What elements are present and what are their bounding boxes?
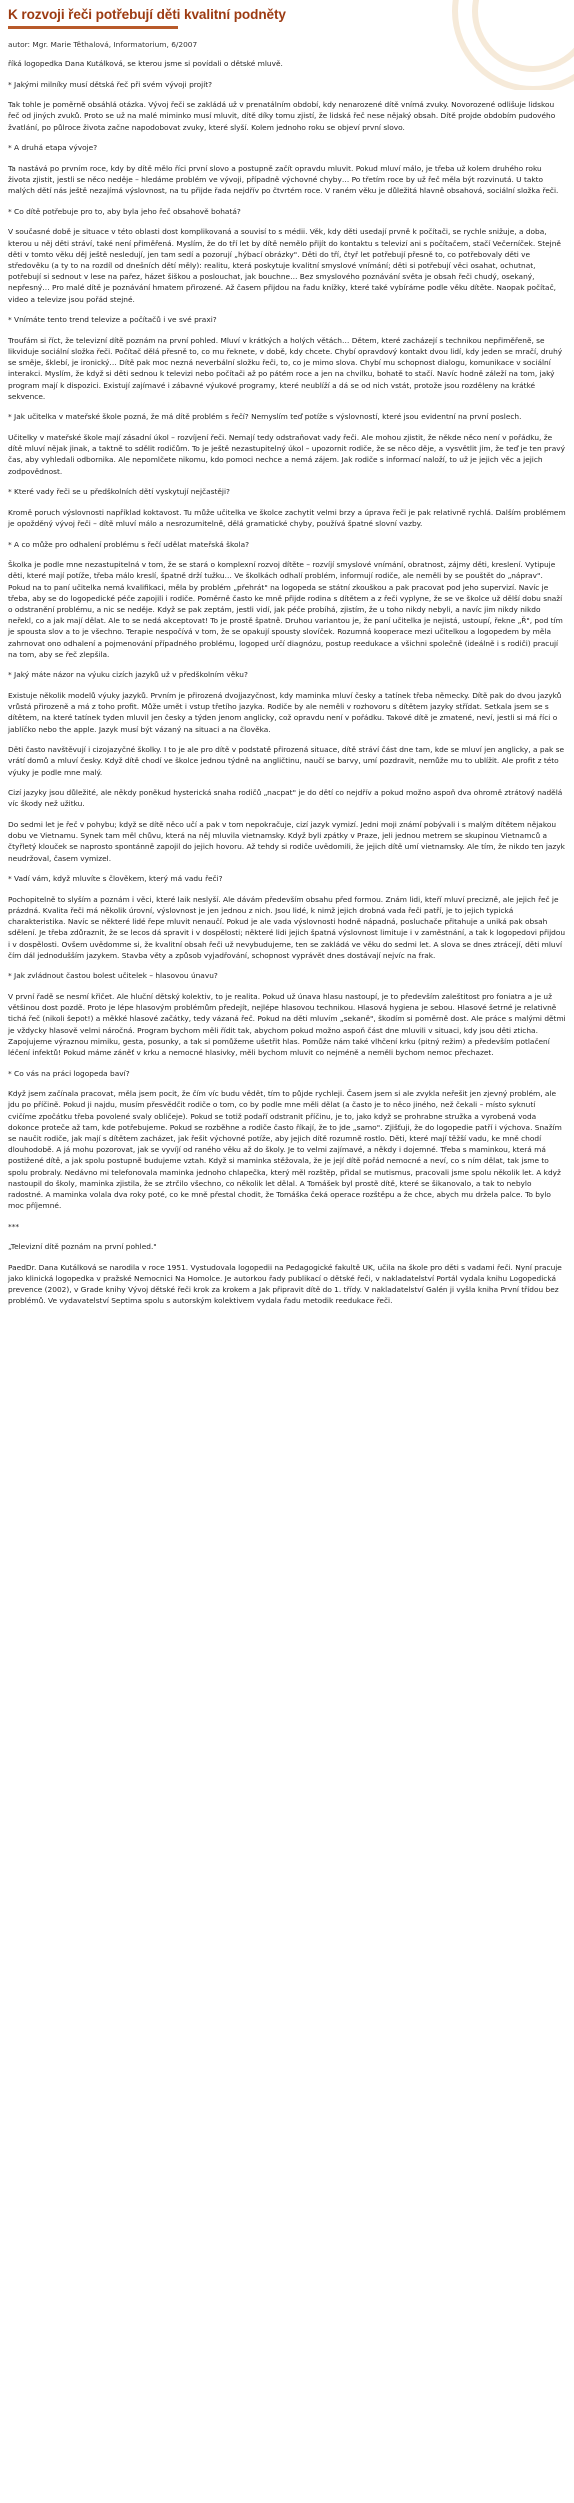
interview-question: * A druhá etapa vývoje?	[8, 143, 98, 153]
interview-question: * Vadí vám, když mluvíte s člověkem, který má vadu řeči?	[8, 874, 223, 884]
title-underline	[8, 26, 178, 29]
article-paragraph: Tak tohle je poměrně obsáhlá otázka. Vývoj řeči se zakládá už v prenatálním období, kdy nenarozené dítě vnímá zvuky. Novorozené odlišuje lidskou řeč od jiných zvuků. Proto se už na malé miminko musí mluvit, dítě díky tomu zjistí, že lidská řeč nese nějaký obsah. Dítě projde obdobím pudového žvatlání, po půlroce života začne napodobovat zvuky, které slyší. Kolem jednoho roku se objeví první slovo.	[8, 100, 556, 132]
article-author: autor: Mgr. Marie Těthalová, Informatorium, 6/2007	[8, 40, 198, 49]
interview-question: * A co může pro odhalení problému s řečí udělat mateřská škola?	[8, 539, 250, 549]
article-paragraph: Pochopitelně to slyším a poznám i věci, které laik neslyší. Ale dávám především obsahu před formou. Znám lidi, kteří mluví precizně, ale jejich řeč je prázdná. Kvalita řeči má několik úrovní, výslovnost je jen jednou z nich. Jsou lidé, k nimž jejich drobná vada řeči patří, je to jejich typická charakteristika. Navíc se některé lidé řepe mluvit nenaučí. Pokud je ale vada výslovnosti hodně nápadná, posluchače přitahuje a uniká pak obsah sdělení. Je třeba zdůraznit, že se lecos dá spravit i v dospělosti; některé lidi jejich špatná výslovnost limituje i v zaměstnání, a tak k logopedovi přijdou i v dospělosti. Ovšem uvědomme si, že kvalitní obsah řeči už nevybudujeme, ten se zakládá ve věku do sedmi let. A slova se dnes ztrácejí, děti mluví čím dál jednodušším jazykem. Stavba věty a způsob vyjadřování, schopnost vyprávět dnes dostávají nejvíc na frak.	[8, 894, 566, 960]
article-paragraph: Učitelky v mateřské škole mají zásadní úkol – rozvíjení řeči. Nemají tedy odstraňovat vady řeči. Ale mohou zjistit, že někde něco není v pořádku, že dítě mluví nějak jinak, a taktně to sdělit rodičům. To je ještě nezastupitelný úkol – upozornit rodiče, že se něco děje, a vysvětlit jim, že teď je ten pravý čas, aby vyhledali odbornika. Ale nepomlčete nikomu, kdo pomoci nechce a nemá zájem. Jak rodiče s informací naloží, to už je jejich věc a jejich zodpovědnost.	[8, 432, 565, 476]
interview-question: * Co dítě potřebuje pro to, aby byla jeho řeč obsahově bohatá?	[8, 206, 241, 216]
interview-question: * Co vás na práci logopeda baví?	[8, 1068, 130, 1078]
article-paragraph: Troufám si říct, že televizní dítě poznám na první pohled. Mluví v krátkých a holých větách… Dětem, které zacházejí s technikou nepřiměřeně, se likviduje sociální složka řeči. Počítač dělá přesně to, co mu řeknete, v době, kdy chcete. Chybí opravdový kontakt dvou lidí, kdy jeden se mračí, druhý se směje, šklebí, je ironický… Dítě pak moc nezná neverbální složku řeči, to, co je mimo slova. Chybí mu schopnost dialogu, komunikace v sociální interakci. Myslím, že když si děti sednou k televizi nebo počítači až po pátém roce a jen na chvilku, bohatě to stačí. Navíc hodně záleží na tom, jaký program mají k dispozici. Existují zajímavé i zábavné výukové programy, které neublíží a dá se od nich vstát, protože jsou rozděleny na krátké sekvence.	[8, 335, 563, 401]
article-paragraph: Když jsem začínala pracovat, měla jsem pocit, že čím víc budu vědět, tím to půjde rychleji. Časem jsem si ale zvykla neřešit jen zjevný problém, ale jdu po příčině. Pokud ji najdu, musím přesvědčit rodiče o tom, co by podle mne měli dělat (a často je to něco jiného, než čekali – místo syknutí cvičíme zpočátku třeba povolené svaly obličeje). Pokud se totiž podaří odstranit příčinu, je to, jako když se prohrabne stružka a vyrobená voda dokonce proteče až tam, kde potřebujeme. Pokud se rozběhne a rodiče často říkají, že to jde „samo". Zjišťuji, že do logopedie patří i výchova. Snažím se naučit rodiče, jak mají s dítětem zacházet, jak řešit výchovné potíže, aby jejich dítě rozumně rostlo. Děti, které mají těžší vadu, ke mně chodí dlouhodobě. A já mohu pozorovat, jak se vyvíjí od raného věku až do školy. Je to velmi zajímavé, a někdy i dojemné. Třeba s maminkou, která má postižené dítě, a jak spolu postupně budujeme vztah. Když si maminka stěžovala, že je její dítě pořád nemocné a neví, co s ním dělat, tak jsme to spolu probraly. Nedávno mi telefonovala maminka jednoho chlapečka, který měl rozštěp, přidal se mutismus, pracovali jsme spolu několik let. A když nastoupil do školy, maminka zjistila, že se ztrčilo všechno, co několik let dělal. A Tomášek byl prostě dítě, které se šikanovalo, a tak to nebylo radostné. A maminka volala dva roky poté, co ke mně přestal chodit, že Tomáška čeká operace rozštěpu a že chce, abych mu držela palce. To bylo moc příjemné.	[8, 1089, 562, 1211]
article-paragraph: říká logopedka Dana Kutálková, se kterou jsme si povídali o dětské mluvě.	[8, 59, 283, 68]
interview-question: * Vnímáte tento trend televize a počítačů i ve své praxi?	[8, 315, 217, 325]
section-separator: ***	[8, 1221, 20, 1231]
article-title: K rozvoji řeči potřebují děti kvalitní podněty	[8, 7, 286, 22]
article-paragraph: Do sedmi let je řeč v pohybu; když se dítě něco učí a pak v tom nepokračuje, cizí jazyk vymizí. Jedni moji známí pobývali i s malým dítětem nějakou dobu ve Vietnamu. Synek tam měl chůvu, která na něj mluvila vietnamsky. Když byli zpátky v Praze, jeli jednou metrem se skupinou Vietnamců a čtyřletý klouček se naprosto spontánně zapojil do jejich hovoru. Až tehdy si rodiče uvědomili, že jejich dítě umí vietnamsky. Ale tím, že nikdo ten jazyk neudržoval, časem vymizel.	[8, 819, 565, 863]
article-paragraph: Děti často navštěvují i cizojazyčné školky. I to je ale pro dítě v podstatě přirozená situace, dítě stráví část dne tam, kde se mluví jen anglicky, a pak se vrátí domů a mluví česky. Když dítě chodí ve školce jednou týdně na angličtinu, naučí se barvy, umí pozdravit, nemůže mu to ublížit. Ale profit z této výuky je podle mne malý.	[8, 745, 565, 777]
interview-question: * Jaký máte názor na výuku cizích jazyků už v předškolním věku?	[8, 670, 248, 680]
article-paragraph: V první řadě se nesmí křičet. Ale hluční dětský kolektiv, to je realita. Pokud už únava hlasu nastoupí, je to především zaleštitost pro foniatra a je už většinou dost pozdě. Proto je lépe hlasovým problémům předejít, nejlépe hlasovou technikou. Hlasová hygiena je sebou. Hlasové šetrné je relativně tichá řeč (nikoli šepot!) a měkké hlasové začátky, tedy vázaná řeč. Pokud na děti mluvím „sekaně", škodím si poměrně dost. Ale práce s malými dětmi je vždycky hlasově velmi náročná. Program bychom měli řídit tak, abychom pokud možno aspoň část dne mluvili v situaci, kdy jsou děti zticha. Zapojujeme výraznou mimiku, gesta, posunky, a tak si pomůžeme ušetřit hlas. Pomůže nám také vlhčení krku (pitný režim) a především potlačení léčení infektů! Pokud máme záněť v krku a nemocné hlasivky, měli bychom mluvit co nejméně a neměli bychom nemoc přechazet.	[8, 991, 566, 1057]
interview-question: * Které vady řeči se u předškolních dětí vyskytují nejčastěji?	[8, 487, 230, 497]
article-paragraph: Cizí jazyky jsou důležité, ale někdy poněkud hysterická snaha rodičů „nacpat" je do dětí co nejdřív a pokud možno aspoň dva ohromě ztrátový nadělá víc škody než užitku.	[8, 788, 563, 809]
interview-question: * Jakými milníky musí dětská řeč při svém vývoji projít?	[8, 79, 213, 89]
article	[8, 0, 566, 1316]
interview-question: * Jak zvládnout častou bolest učitelek – hlasovou únavu?	[8, 971, 218, 981]
article-paragraph: V současné době je situace v této oblasti dost komplikovaná a souvisí to s médii. Věk, kdy děti usedají prvně k počítači, se rychle snižuje, a doba, kterou u něj děti stráví, také není přiměřená. Myslím, že do tří let by dítě nemělo přijít do kontaktu s televizí ani s počítačem, stačí Večerníček. Stejně děti v tomto věku děj ještě nesledují, jen tam sedí a pozorují „hýbací obrázky". Děti do tří, čtyř let potřebují přesně to, co potřebovaly děti ve středověku (a ty to na rozdíl od dnešních dětí měly): realitu, která poskytuje kvalitní smyslové vnímání; děti si potřebují věci osahat, ochutnat, potřebují si sednout v lese na pařez, házet šiškou a poslouchat, jak bouchne… Bez smyslového poznávání světa je obsah řeči chudý, osekaný, nepřesný… Pro malé dítě je poznávání hmatem přirozené. Až časem přijdou na řadu knížky, které také vybíráme podle věku dítěte. Naopak počítač, video a televize jsou pořád stejné.	[8, 227, 561, 304]
interview-question: * Jak učitelka v mateřské škole pozná, že má dítě problém s řečí? Nemyslím teď potíže s výslovností, které jsou evidentní na první poslech.	[8, 412, 522, 422]
article-paragraph: Existuje několik modelů výuky jazyků. Prvním je přirozená dvojjazyčnost, kdy maminka mluví česky a tatínek třeba německy. Dítě pak do dvou jazyků vrůstá přirozeně a má z toho profit. Může umět i vstup třetího jazyka. Rodiče by ale neměli v rozhovoru s dítětem jazyky střídat. Setkala jsem se s dítětem, na které tatínek tyden mluvil jen česky a týden jenom anglicky, což opravdu není v pořádku. Takové dítě je zmatené, neví, jestli si má říci o jablíčko nebo the apple. Jazyk musí být vázaný na situaci a na člověka.	[8, 690, 562, 734]
article-paragraph: Ta nastává po prvním roce, kdy by dítě mělo říci první slovo a postupně začít opravdu mluvit. Pokud mluví málo, je třeba už kolem druhého roku života zjistit, jestli se něco neděje – hledáme problém ve vývoji, případně výchovné chyby… Po třetím roce by už řeč měla být rozvinutá. U takto malých dětí nás ještě nezajímá výslovnost, na tu přijde řada nejdřív po čtvrtém roce. V raném věku je důležitá hlavně obsahová, sociální složka řeči.	[8, 163, 559, 196]
article-paragraph: PaedDr. Dana Kutálková se narodila v roce 1951. Vystudovala logopedii na Pedagogické fakultě UK, učila na škole pro děti s vadami řeči. Nyní pracuje jako klinická logopedka v pražské Nemocnici Na Homolce. Je autorkou řady publikací o dětské řeči, v nakladatelství Portál vydala knihu Logopedická prevence (2002), v Grade knihy Vývoj dětské řeči krok za krokem a Jak připravit dítě do 1. třídy. V nakladatelství Galén ji vyšla kniha První třídou bez problémů. Ve vydavatelství Septima spolu s autorským kolektivem vydala řadu metodik reedukace řeči.	[8, 1262, 562, 1306]
article-paragraph: Kromě poruch výslovnosti například koktavost. Tu může učitelka ve školce zachytit velmi brzy a úprava řeči je pak relativně rychlá. Dalším problémem je opožděný vývoj řeči – dítě mluví málo a nesrozumitelně, dělá gramatické chyby, používá špatné slovní vazby.	[8, 507, 566, 528]
article-body	[8, 58, 566, 1307]
article-paragraph: „Televizní dítě poznám na první pohled."	[8, 1242, 157, 1252]
article-paragraph: Školka je podle mne nezastupitelná v tom, že se stará o komplexní rozvoj dítěte – rozvíjí smyslové vnímání, obratnost, zájmy děti, kreslení. Vytipuje děti, které mají potíže, třeba málo kreslí, špatně drží tužku… Ve školkách odhalí problém, informují rodiče, ale neměli by se pouštět do „náprav". Pokud na to paní učitelka nemá kvalifikaci, měla by problém „přehrát" na logopeda se státní zkouškou a pak pracovat pod jeho supervizí. Navíc je třeba, aby se do logopedické péče zapojili i rodiče. Poměrně často ke mně přijde rodina s dítětem a z řeči vyplyne, že se ve školce už dělší dobu snaží o odstranění problému, a nic se neděje. Když se pak zeptám, jestli vidí, jak péče probíhá, zjistím, že u toho nikdy nebyli, a navíc jim nikdy nikdo neřekl, co a jak mají dělat. Ale to se nedá akceptovat! To je prostě špatně. Druhou variantou je, že paní učitelka je nejistá, ustoupí, řekne „Ř", pod tím je spousta slov a to je všechno. Terapie nespočívá v tom, že se opakují spousty slovíček. Rozumná kooperace mezi učitelkou a logopedem by měla zahrnovat ono odhalení a pojmenování případného problému, logoped určí diagnózu, postup reedukace a všichni společně (ideálně i s rodiči) pracují na tom, aby se řeč zlepšila.	[8, 560, 563, 659]
